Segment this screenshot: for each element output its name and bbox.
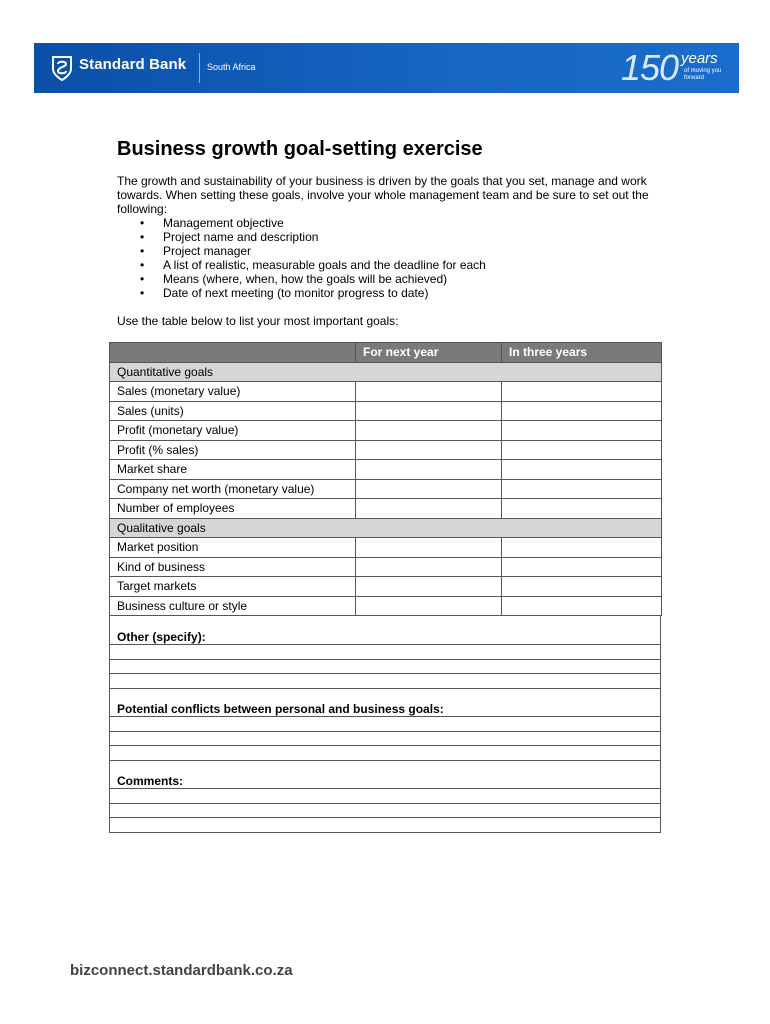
answer-line[interactable]: [110, 803, 660, 818]
table-row: [110, 401, 662, 421]
requirements-list: [140, 216, 486, 300]
answer-line[interactable]: [110, 716, 660, 731]
three-years-cell[interactable]: [502, 577, 662, 597]
next-year-cell[interactable]: [356, 538, 502, 558]
row-label: Profit (monetary value): [110, 421, 356, 441]
table-row: [110, 596, 662, 616]
row-label: Kind of business: [110, 557, 356, 577]
table-instruction: Use the table below to list your most important goals:: [117, 314, 399, 328]
section-heading: Qualitative goals: [110, 518, 662, 538]
row-label: Sales (monetary value): [110, 382, 356, 402]
list-item: • Date of next meeting (to monitor progress to date): [140, 286, 486, 300]
list-item: • A list of realistic, measurable goals and the deadline for each: [140, 258, 486, 272]
answer-line[interactable]: [110, 644, 660, 659]
row-label: Business culture or style: [110, 596, 356, 616]
answer-line[interactable]: [110, 788, 660, 803]
answer-line[interactable]: [110, 817, 660, 832]
header-three-years: In three years: [502, 343, 662, 363]
next-year-cell[interactable]: [356, 596, 502, 616]
brand-name: Standard Bank: [79, 56, 187, 73]
section-row-qualitative: [110, 518, 662, 538]
comments-section: [109, 759, 661, 833]
three-years-cell[interactable]: [502, 557, 662, 577]
table-row: [110, 557, 662, 577]
table-row: [110, 538, 662, 558]
other-heading: Other (specify):: [117, 630, 206, 644]
list-item: • Project name and description: [140, 230, 486, 244]
answer-line[interactable]: [110, 745, 660, 760]
conflicts-heading: Potential conflicts between personal and business goals:: [117, 702, 444, 716]
footer-url: bizconnect.standardbank.co.za: [70, 962, 293, 979]
header-blank: [110, 343, 356, 363]
three-years-cell[interactable]: [502, 421, 662, 441]
section-heading: Quantitative goals: [110, 362, 662, 382]
table-row: [110, 577, 662, 597]
header-next-year: For next year: [356, 343, 502, 363]
anniversary-tagline: of moving you forward: [684, 68, 722, 81]
table-row: [110, 479, 662, 499]
answer-line[interactable]: [110, 673, 660, 688]
table-row: [110, 421, 662, 441]
region-label: South Africa: [207, 62, 256, 72]
answer-line[interactable]: [110, 659, 660, 674]
three-years-cell[interactable]: [502, 499, 662, 519]
row-label: Company net worth (monetary value): [110, 479, 356, 499]
comments-heading: Comments:: [117, 774, 184, 788]
table-row: [110, 440, 662, 460]
anniversary-word: years: [681, 50, 718, 67]
row-label: Market position: [110, 538, 356, 558]
list-item: • Management objective: [140, 216, 486, 230]
three-years-cell[interactable]: [502, 596, 662, 616]
next-year-cell[interactable]: [356, 479, 502, 499]
section-row-quantitative: [110, 362, 662, 382]
banner-divider: [199, 53, 200, 83]
three-years-cell[interactable]: [502, 460, 662, 480]
row-label: Market share: [110, 460, 356, 480]
header-banner: [34, 43, 739, 93]
next-year-cell[interactable]: [356, 577, 502, 597]
next-year-cell[interactable]: [356, 440, 502, 460]
next-year-cell[interactable]: [356, 401, 502, 421]
table-header-row: [110, 343, 662, 363]
three-years-cell[interactable]: [502, 382, 662, 402]
next-year-cell[interactable]: [356, 382, 502, 402]
intro-paragraph: The growth and sustainability of your business is driven by the goals that you set, manage and work towards. When setting these goals, involve your whole management team and be sure to set out the following:: [117, 174, 649, 216]
three-years-cell[interactable]: [502, 479, 662, 499]
next-year-cell[interactable]: [356, 499, 502, 519]
goals-table: [109, 342, 662, 616]
other-section: [109, 615, 661, 689]
row-label: Target markets: [110, 577, 356, 597]
three-years-cell[interactable]: [502, 401, 662, 421]
table-row: [110, 499, 662, 519]
conflicts-section: [109, 687, 661, 761]
three-years-cell[interactable]: [502, 440, 662, 460]
three-years-cell[interactable]: [502, 538, 662, 558]
list-item: • Means (where, when, how the goals will be achieved): [140, 272, 486, 286]
table-row: [110, 382, 662, 402]
answer-line[interactable]: [110, 731, 660, 746]
row-label: Number of employees: [110, 499, 356, 519]
next-year-cell[interactable]: [356, 421, 502, 441]
page-title: Business growth goal-setting exercise: [117, 138, 483, 160]
list-item: • Project manager: [140, 244, 486, 258]
next-year-cell[interactable]: [356, 460, 502, 480]
next-year-cell[interactable]: [356, 557, 502, 577]
row-label: Profit (% sales): [110, 440, 356, 460]
shield-logo-icon: [51, 55, 73, 81]
row-label: Sales (units): [110, 401, 356, 421]
table-row: [110, 460, 662, 480]
anniversary-number: 150: [621, 47, 679, 88]
